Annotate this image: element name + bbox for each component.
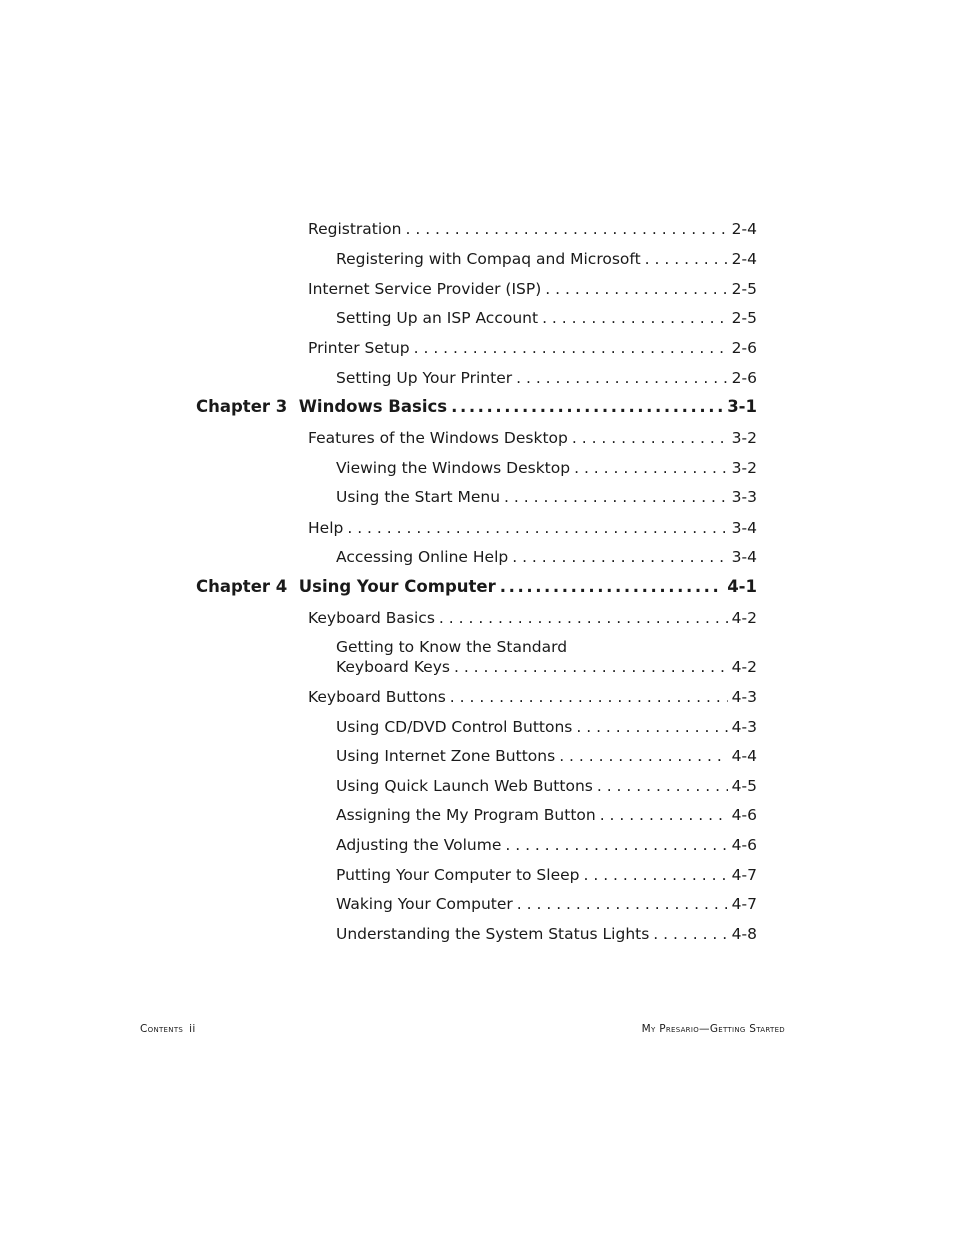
toc-entry-page: 4-3 xyxy=(731,688,757,706)
toc-entry-printer-setup[interactable] xyxy=(308,338,757,358)
toc-entry-page: 2-4 xyxy=(731,250,757,268)
toc-entry-title: Registration xyxy=(308,220,402,238)
toc-entry-keyboard-basics[interactable] xyxy=(308,608,757,628)
dot-leader xyxy=(576,717,727,737)
dot-leader xyxy=(405,219,727,239)
toc-entry-sleep[interactable] xyxy=(336,865,757,885)
toc-entry-quick-launch[interactable] xyxy=(336,776,757,796)
toc-chapter-page: 4-1 xyxy=(727,577,757,596)
toc-entry-registering-compaq[interactable] xyxy=(336,249,757,269)
toc-entry-features-desktop[interactable] xyxy=(308,428,757,448)
toc-entry-title: Using Quick Launch Web Buttons xyxy=(336,777,593,795)
toc-entry-page: 4-5 xyxy=(731,777,757,795)
dot-leader xyxy=(414,338,728,358)
dot-leader xyxy=(545,279,727,299)
toc-entry-isp-account[interactable] xyxy=(336,308,757,328)
dot-leader xyxy=(572,428,728,448)
dot-leader xyxy=(451,397,723,417)
footer-book-title: My Presario—Getting Started xyxy=(641,1023,785,1035)
dot-leader xyxy=(584,865,728,885)
toc-entry-title: Help xyxy=(308,519,344,537)
toc-entry-title: Assigning the My Program Button xyxy=(336,806,596,824)
toc-entry-page: 4-6 xyxy=(731,836,757,854)
toc-entry-page: 4-8 xyxy=(731,925,757,943)
toc-entry-standard-keys[interactable] xyxy=(336,637,757,677)
footer-section-label: Contents xyxy=(140,1023,184,1035)
toc-entry-page: 3-2 xyxy=(731,429,757,447)
dot-leader xyxy=(450,687,728,707)
dot-leader xyxy=(439,608,728,628)
toc-entry-page: 2-5 xyxy=(731,309,757,327)
toc-entry-page: 2-6 xyxy=(731,339,757,357)
toc-entry-title: Understanding the System Status Lights xyxy=(336,925,650,943)
toc-entry-my-program[interactable] xyxy=(336,805,757,825)
toc-entry-page: 2-6 xyxy=(731,369,757,387)
toc-entry-page: 4-3 xyxy=(731,718,757,736)
dot-leader xyxy=(559,746,727,766)
toc-entry-title-line2: Keyboard Keys xyxy=(336,658,450,676)
toc-entry-cd-dvd[interactable] xyxy=(336,717,757,737)
toc-entry-help[interactable] xyxy=(308,518,757,538)
toc-entry-page: 4-2 xyxy=(731,609,757,627)
dot-leader xyxy=(505,835,727,855)
footer-left xyxy=(140,1023,196,1035)
toc-entry-page: 3-4 xyxy=(731,519,757,537)
toc-entry-page: 4-6 xyxy=(731,806,757,824)
toc-entry-title: Setting Up Your Printer xyxy=(336,369,513,387)
dot-leader xyxy=(597,776,728,796)
toc-entry-keyboard-buttons[interactable] xyxy=(308,687,757,707)
dot-leader xyxy=(645,249,728,269)
toc-entry-isp[interactable] xyxy=(308,279,757,299)
toc-entry-page: 3-3 xyxy=(731,488,757,506)
toc-entry-page: 4-7 xyxy=(731,866,757,884)
toc-entry-title: Using CD/DVD Control Buttons xyxy=(336,718,573,736)
toc-chapter-3[interactable] xyxy=(196,397,757,417)
toc-entry-page: 3-4 xyxy=(731,548,757,566)
toc-entry-registration[interactable] xyxy=(308,219,757,239)
dot-leader xyxy=(504,487,728,507)
footer-right xyxy=(642,1023,785,1035)
toc-entry-title-line1: Getting to Know the Standard xyxy=(336,638,568,656)
toc-entry-page: 4-2 xyxy=(731,658,757,676)
toc-entry-title: Waking Your Computer xyxy=(336,895,513,913)
toc-entry-title: Using Internet Zone Buttons xyxy=(336,747,556,765)
toc-entry-volume[interactable] xyxy=(336,835,757,855)
dot-leader xyxy=(517,894,728,914)
toc-entry-title: Setting Up an ISP Account xyxy=(336,309,539,327)
toc-chapter-title: Chapter 3 Windows Basics xyxy=(196,397,448,416)
dot-leader xyxy=(574,458,728,478)
toc-entry-internet-zone[interactable] xyxy=(336,746,757,766)
dot-leader xyxy=(600,805,728,825)
toc-entry-waking[interactable] xyxy=(336,894,757,914)
footer-page-number: ii xyxy=(189,1023,196,1035)
toc-entry-start-menu[interactable] xyxy=(336,487,757,507)
dot-leader xyxy=(653,924,727,944)
toc-entry-title: Keyboard Basics xyxy=(308,609,435,627)
dot-leader xyxy=(347,518,727,538)
toc-entry-title: Viewing the Windows Desktop xyxy=(336,459,571,477)
dot-leader xyxy=(500,577,723,597)
dot-leader xyxy=(454,657,728,677)
dot-leader xyxy=(542,308,728,328)
toc-entry-title: Features of the Windows Desktop xyxy=(308,429,568,447)
toc-entry-title: Internet Service Provider (ISP) xyxy=(308,280,542,298)
toc-entry-title: Accessing Online Help xyxy=(336,548,509,566)
toc-chapter-page: 3-1 xyxy=(727,397,757,416)
toc-entry-title: Printer Setup xyxy=(308,339,410,357)
toc-chapter-title: Chapter 4 Using Your Computer xyxy=(196,577,496,596)
toc-entry-status-lights[interactable] xyxy=(336,924,757,944)
toc-entry-page: 2-5 xyxy=(731,280,757,298)
toc-entry-viewing-desktop[interactable] xyxy=(336,458,757,478)
toc-entry-page: 4-4 xyxy=(731,747,757,765)
dot-leader xyxy=(516,368,728,388)
toc-entry-page: 2-4 xyxy=(731,220,757,238)
dot-leader xyxy=(512,547,727,567)
toc-entry-title: Putting Your Computer to Sleep xyxy=(336,866,580,884)
toc-entry-title: Registering with Compaq and Microsoft xyxy=(336,250,641,268)
toc-entry-title: Using the Start Menu xyxy=(336,488,501,506)
toc-entry-online-help[interactable] xyxy=(336,547,757,567)
toc-entry-page: 3-2 xyxy=(731,459,757,477)
toc-entry-page: 4-7 xyxy=(731,895,757,913)
toc-entry-title: Adjusting the Volume xyxy=(336,836,502,854)
toc-entry-title: Keyboard Buttons xyxy=(308,688,446,706)
toc-entry-setting-up-printer[interactable] xyxy=(336,368,757,388)
toc-chapter-4[interactable] xyxy=(196,577,757,597)
